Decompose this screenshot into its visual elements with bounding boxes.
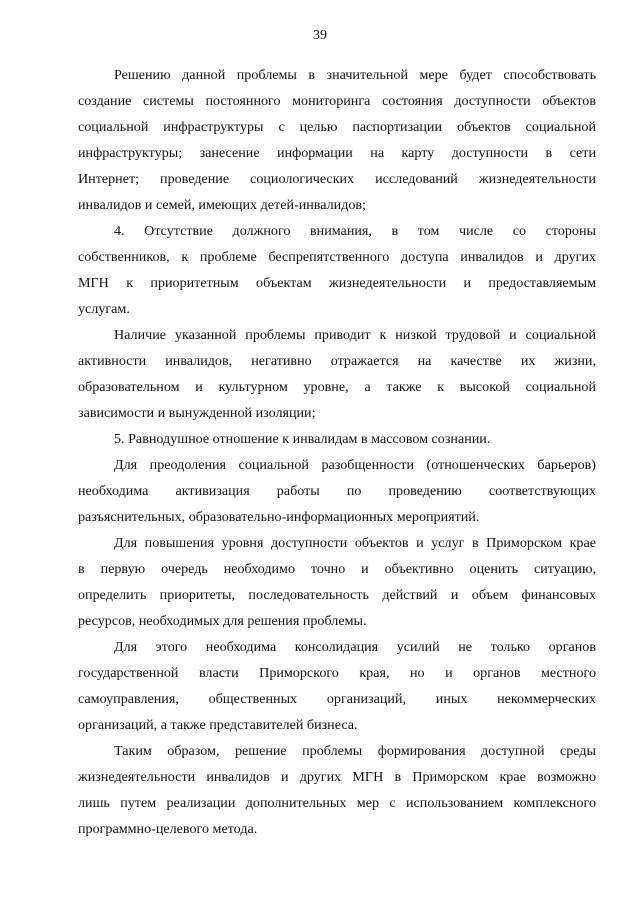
text-line: государственной власти Приморского края, но и органов местного [78, 665, 596, 681]
text-line: в первую очередь необходимо точно и объективно оценить ситуацию, [78, 561, 596, 577]
text-line: Таким образом, решение проблемы формирования доступной среды [114, 743, 596, 759]
text-line: создание системы постоянного мониторинга состояния доступности объектов [78, 93, 596, 109]
text-line: зависимости и вынужденной изоляции; [78, 405, 316, 421]
paragraph-p8 [78, 738, 596, 842]
text-line: активности инвалидов, негативно отражается на качестве их жизни, [78, 353, 596, 369]
text-line: Наличие указанной проблемы приводит к низкой трудовой и социальной [114, 327, 596, 343]
text-line: самоуправления, общественных организаций, иных некоммерческих [78, 691, 596, 707]
text-line: разъяснительных, образовательно-информационных мероприятий. [78, 509, 480, 525]
text-line: лишь путем реализации дополнительных мер с использованием комплексного [78, 795, 596, 811]
text-line: собственников, к проблеме беспрепятственного доступа инвалидов и других [78, 249, 596, 265]
text-line: жизнедеятельности инвалидов и других МГН в Приморском крае возможно [78, 769, 596, 785]
paragraph-p5 [78, 452, 596, 530]
text-line: 5. Равнодушное отношение к инвалидам в массовом сознании. [114, 431, 491, 447]
text-line: Решению данной проблемы в значительной мере будет способствовать [114, 67, 596, 83]
text-line: программно-целевого метода. [78, 821, 258, 837]
paragraph-p2 [78, 218, 596, 322]
paragraph-p3 [78, 322, 596, 426]
text-line: услугам. [78, 301, 130, 317]
paragraph-p4 [78, 426, 596, 452]
document-body [78, 62, 596, 842]
paragraph-p6 [78, 530, 596, 634]
page-number: 39 [313, 28, 327, 43]
text-line: инвалидов и семей, имеющих детей-инвалидов; [78, 197, 366, 213]
text-line: Интернет; проведение социологических исследований жизнедеятельности [78, 171, 596, 187]
text-line: необходима активизация работы по проведению соответствующих [78, 483, 596, 499]
text-line: инфраструктуры; занесение информации на карту доступности в сети [78, 145, 596, 161]
text-line: Для этого необходима консолидация усилий не только органов [114, 639, 596, 655]
text-line: образовательном и культурном уровне, а также к высокой социальной [78, 379, 596, 395]
text-line: ресурсов, необходимых для решения проблемы. [78, 613, 367, 629]
text-line: 4. Отсутствие должного внимания, в том числе со стороны [114, 223, 596, 239]
paragraph-p7 [78, 634, 596, 738]
paragraph-p1 [78, 62, 596, 218]
text-line: социальной инфраструктуры с целью паспортизации объектов социальной [78, 119, 596, 135]
text-line: МГН к приоритетным объектам жизнедеятельности и предоставляемым [78, 275, 596, 291]
text-line: Для повышения уровня доступности объектов и услуг в Приморском крае [114, 535, 596, 551]
text-line: определить приоритеты, последовательность действий и объем финансовых [78, 587, 596, 603]
text-line: Для преодоления социальной разобщенности (отношенческих барьеров) [114, 457, 596, 473]
text-line: организаций, а также представителей бизнеса. [78, 717, 358, 733]
